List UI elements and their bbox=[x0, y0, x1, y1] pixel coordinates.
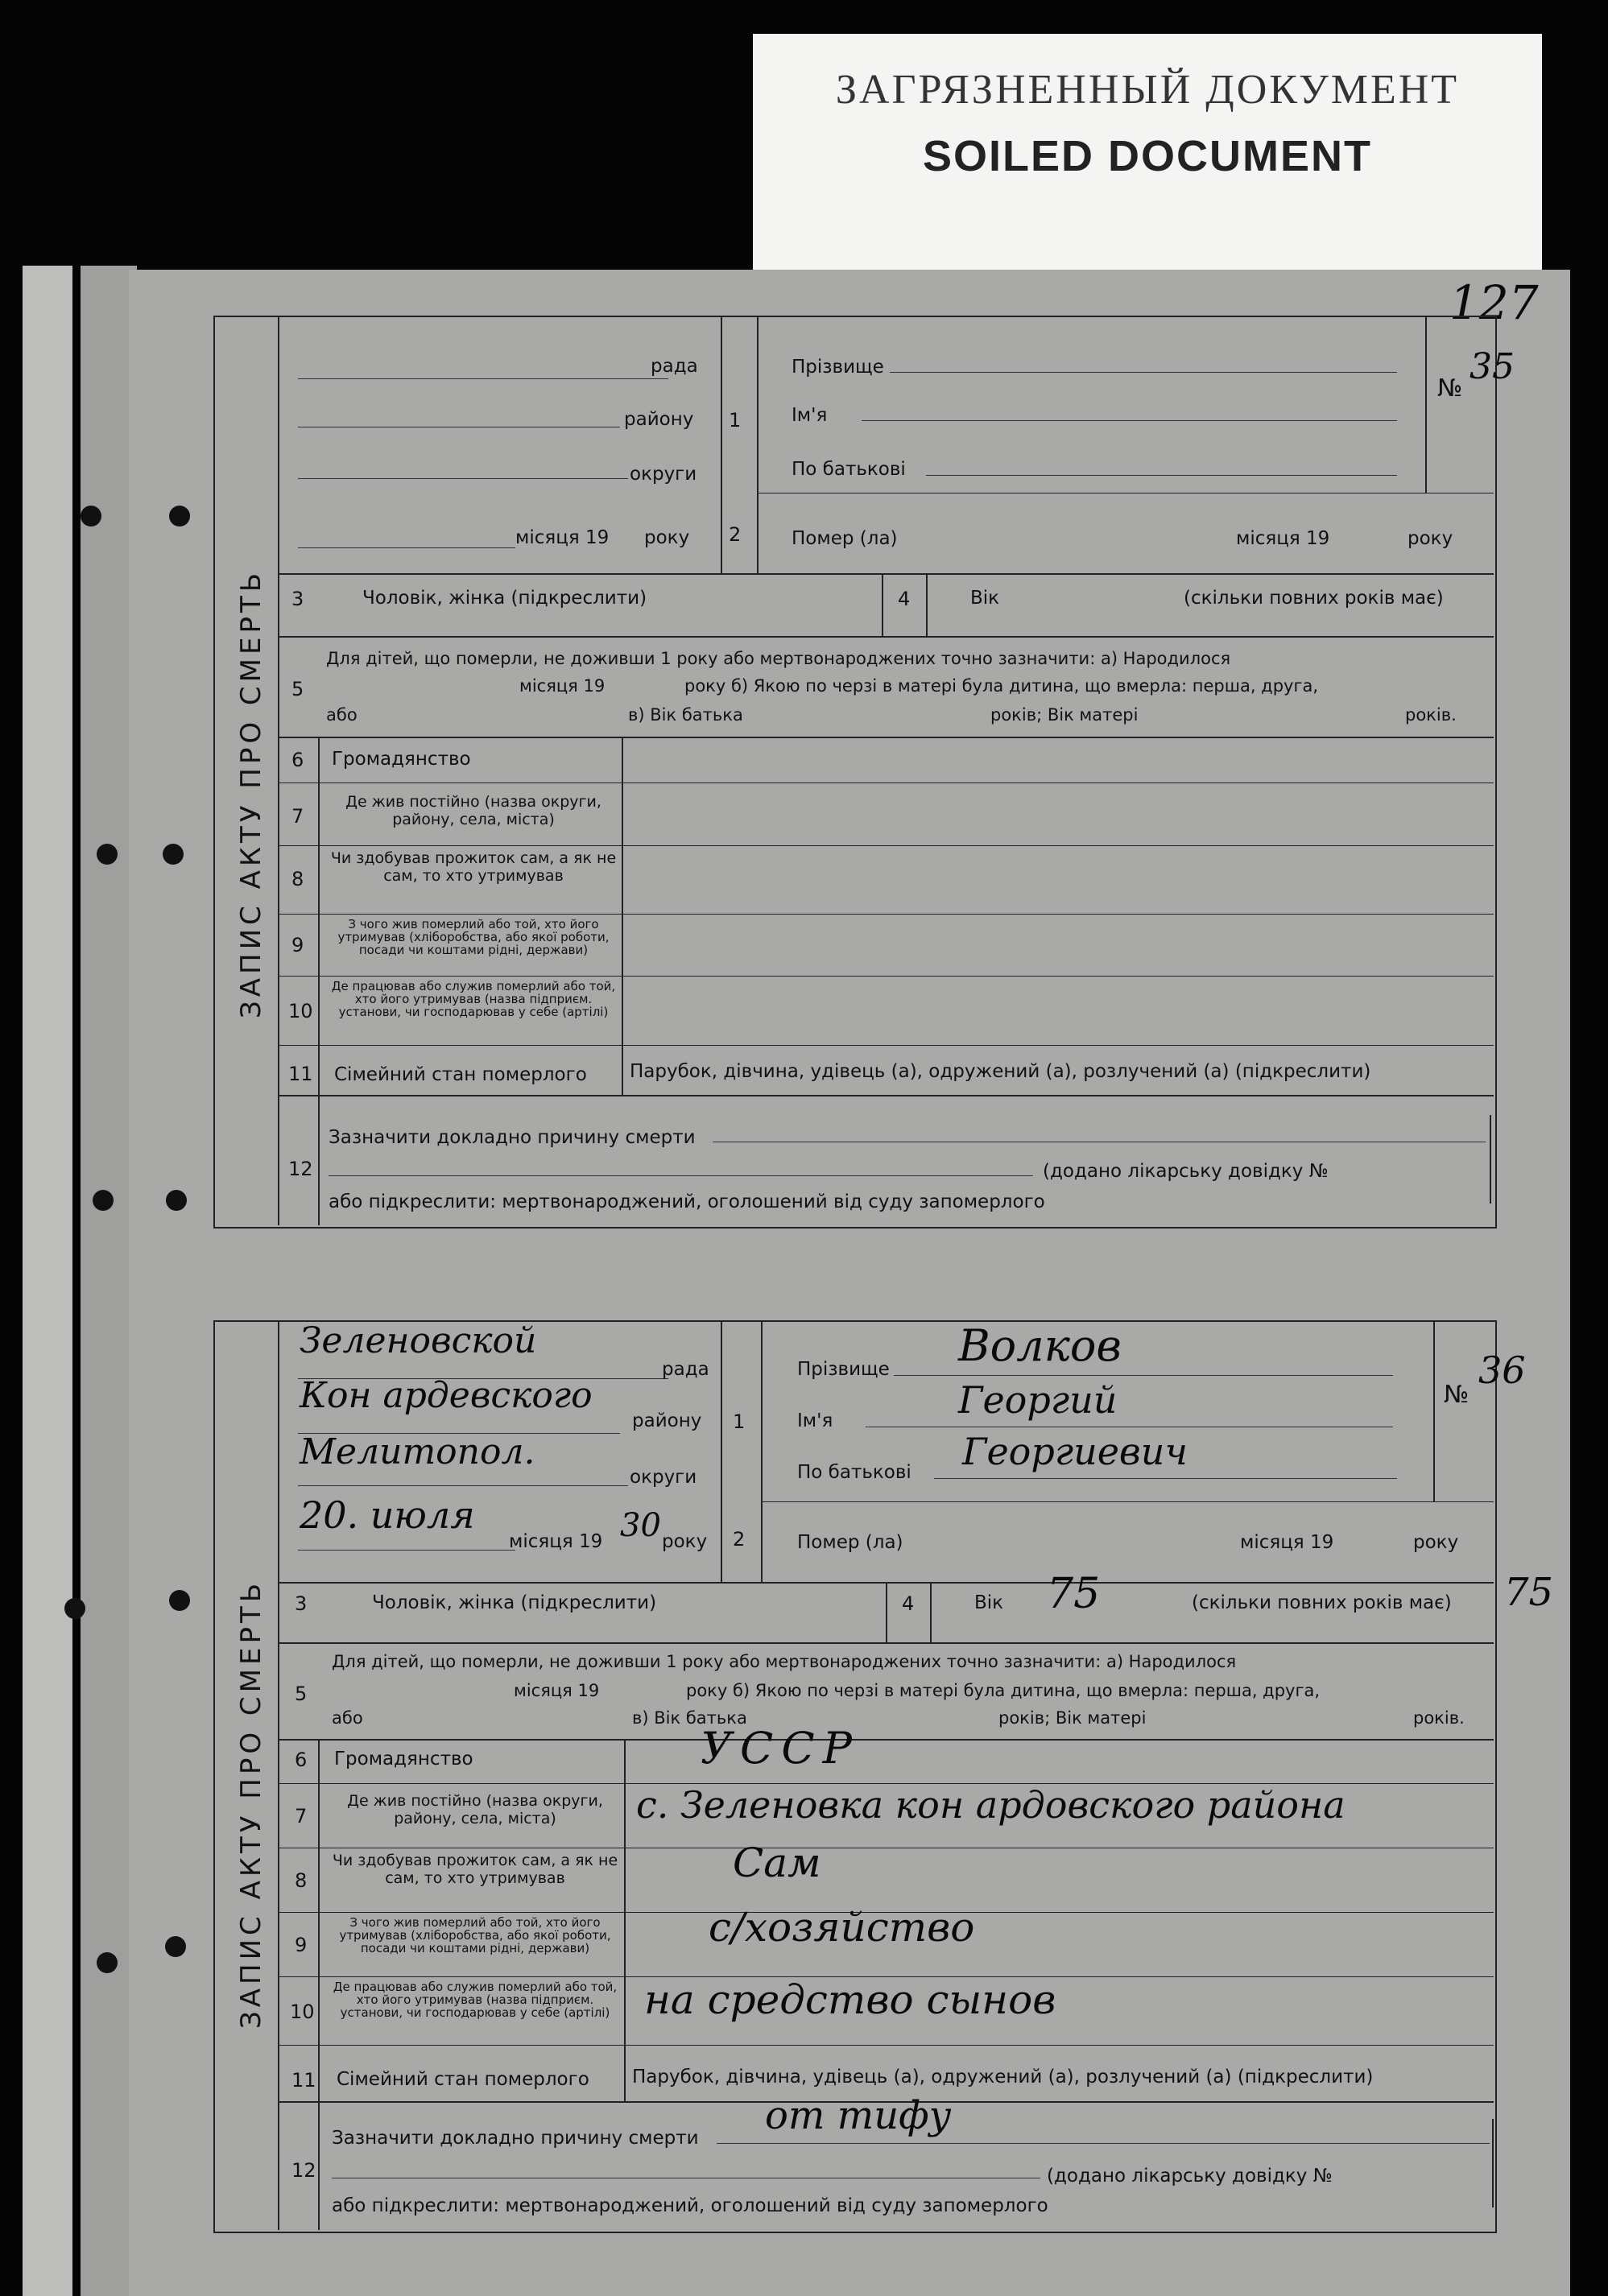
children-mother-age: років; Вік матері bbox=[990, 705, 1139, 725]
binding-hole bbox=[166, 1190, 187, 1211]
divider bbox=[1433, 1320, 1435, 1501]
patronymic-label: По батькові bbox=[792, 459, 906, 480]
age-note: (скільки повних років має) bbox=[1184, 588, 1444, 609]
divider bbox=[318, 2101, 320, 2230]
marital-options: Парубок, дівчина, удівець (а), одружений (а), розлучений (а) (підкреслити) bbox=[632, 2067, 1374, 2087]
binding-hole bbox=[93, 1190, 114, 1211]
rayon-label: району bbox=[632, 1410, 702, 1431]
divider bbox=[886, 1582, 887, 1642]
divider bbox=[622, 737, 623, 1095]
surname-line bbox=[890, 372, 1397, 373]
citizenship-label: Громадянство bbox=[332, 749, 471, 770]
divider bbox=[930, 1582, 932, 1642]
cause-alt: або підкреслити: мертвонароджений, оголошений від суду запомерлого bbox=[329, 1191, 1045, 1212]
children-father-age: в) Вік батька bbox=[628, 705, 743, 725]
rada-label: рада bbox=[651, 356, 698, 377]
divider bbox=[278, 573, 1494, 575]
row-number: 12 bbox=[288, 1158, 313, 1180]
children-order: року б) Якою по черзі в матері була дитина, що вмерла: перша, друга, bbox=[684, 676, 1319, 696]
divider bbox=[278, 636, 1494, 638]
row-number: 10 bbox=[290, 2001, 315, 2023]
age-label: Вік bbox=[970, 588, 1000, 609]
record-side-title: ЗАПИС АКТУ ПРО СМЕРТЬ bbox=[235, 568, 267, 1018]
row-number: 5 bbox=[295, 1683, 308, 1705]
handwritten-age: 75 bbox=[1047, 1570, 1101, 1618]
work-label: Де працював або служив померлий або той, хто його утримував (назва підприєм. установи, чи господарював у себе (артілі) bbox=[331, 979, 616, 1019]
divider bbox=[926, 573, 928, 636]
handwritten-age-margin: 75 bbox=[1504, 1570, 1554, 1615]
binding-hole bbox=[165, 1936, 186, 1957]
children-or: або bbox=[326, 705, 358, 725]
name-line bbox=[862, 420, 1397, 421]
label-russian: ЗАГРЯЗНЕННЫЙ ДОКУМЕНТ bbox=[835, 67, 1460, 113]
row-number: 1 bbox=[729, 409, 742, 432]
divider bbox=[1490, 1115, 1491, 1204]
record-number: 36 bbox=[1478, 1348, 1526, 1392]
patronymic-line bbox=[926, 475, 1397, 476]
divider bbox=[761, 1320, 763, 1582]
binding-hole bbox=[81, 506, 101, 527]
name-label: Ім'я bbox=[797, 1410, 833, 1431]
residence-label: Де жив постійно (назва округи, району, села, міста) bbox=[347, 1792, 603, 1827]
children-order: року б) Якою по черзі в матері була дитина, що вмерла: перша, друга, bbox=[686, 1681, 1321, 1700]
row-number: 6 bbox=[291, 749, 304, 771]
children-mother-age: років; Вік матері bbox=[998, 1708, 1147, 1728]
row-number: 4 bbox=[898, 588, 911, 610]
patronymic-line bbox=[934, 1478, 1397, 1479]
binding-hole bbox=[64, 1598, 85, 1619]
rada-line bbox=[298, 378, 668, 379]
divider bbox=[721, 316, 722, 573]
date-line bbox=[298, 1550, 515, 1551]
handwritten-rada: Зеленовской bbox=[300, 1320, 537, 1361]
divider bbox=[278, 737, 1494, 738]
name-label: Ім'я bbox=[792, 405, 828, 426]
row-number: 12 bbox=[291, 2159, 316, 2182]
divider bbox=[278, 316, 279, 1225]
cause-label: Зазначити докладно причину смерти bbox=[332, 2128, 699, 2149]
handwritten-date: 20. июля bbox=[300, 1493, 475, 1537]
numero-label: № bbox=[1444, 1381, 1470, 1409]
binding-hole bbox=[169, 1590, 190, 1611]
children-years: років. bbox=[1405, 705, 1457, 725]
livelihood-label: Чи здобував прожиток сам, а як не сам, то хто утримував bbox=[330, 849, 617, 885]
cause-line bbox=[717, 2143, 1490, 2144]
source-label: З чого жив померлий або той, хто його утримував (хліборобства, або якої роботи, посади чи коштами рідні, держави) bbox=[337, 917, 610, 957]
row-number: 3 bbox=[295, 1592, 308, 1615]
handwritten-patronymic: Георгиевич bbox=[962, 1430, 1188, 1473]
okrug-label: округи bbox=[630, 464, 697, 485]
cause-alt: або підкреслити: мертвонароджений, оголошений від суду запомерлого bbox=[332, 2195, 1048, 2216]
divider bbox=[757, 316, 759, 573]
handwritten-name: Георгий bbox=[958, 1378, 1118, 1422]
binding-hole bbox=[163, 844, 184, 865]
binding-hole bbox=[97, 1952, 118, 1973]
children-month: місяця 19 bbox=[514, 1681, 600, 1700]
record-number: 35 bbox=[1470, 346, 1515, 387]
record-frame bbox=[213, 316, 1497, 1229]
death-month-label: місяця 19 bbox=[1236, 528, 1330, 549]
death-year-label: року bbox=[1413, 1532, 1459, 1553]
handwritten-rayon: Кон ардевского bbox=[300, 1375, 593, 1416]
cause-note: (додано лікарську довідку № bbox=[1047, 2166, 1333, 2187]
numero-label: № bbox=[1437, 374, 1463, 403]
divider bbox=[278, 845, 1494, 846]
row-number: 3 bbox=[291, 588, 304, 610]
record-side-title: ЗАПИС АКТУ ПРО СМЕРТЬ bbox=[235, 1579, 267, 2029]
sex-label: Чоловік, жінка (підкреслити) bbox=[362, 588, 647, 609]
row-number: 8 bbox=[295, 1869, 308, 1892]
date-month-label: місяця 19 bbox=[509, 1531, 603, 1552]
marital-options: Парубок, дівчина, удівець (а), одружений (а), розлучений (а) (підкреслити) bbox=[630, 1061, 1371, 1082]
citizenship-label: Громадянство bbox=[334, 1749, 473, 1769]
handwritten-residence: с. Зеленовка кон ардовского района bbox=[636, 1783, 1346, 1827]
age-note: (скільки повних років має) bbox=[1192, 1592, 1452, 1613]
divider bbox=[278, 976, 1494, 977]
rayon-label: району bbox=[624, 409, 694, 430]
divider bbox=[1425, 316, 1427, 493]
divider bbox=[318, 1095, 320, 1225]
handwritten-surname: Волков bbox=[958, 1320, 1122, 1371]
label-english: SOILED DOCUMENT bbox=[922, 132, 1372, 180]
children-text: Для дітей, що померли, не доживши 1 року або мертвонароджених точно зазначити: а) Народилося bbox=[326, 649, 1231, 668]
death-date-label: Помер (ла) bbox=[792, 528, 898, 549]
row-number: 9 bbox=[295, 1934, 308, 1956]
handwritten-source: с/хозяйство bbox=[709, 1904, 975, 1951]
handwritten-okrug: Мелитопол. bbox=[300, 1431, 535, 1472]
divider bbox=[721, 1320, 722, 1582]
children-father-age: в) Вік батька bbox=[632, 1708, 747, 1728]
work-label: Де працював або служив померлий або той, хто його утримував (назва підприєм. установи, чи господарював у себе (артілі) bbox=[333, 1980, 618, 2020]
underlying-page-edge bbox=[23, 266, 72, 2296]
row-number: 11 bbox=[288, 1063, 313, 1085]
divider bbox=[278, 1739, 1494, 1741]
cause-note: (додано лікарську довідку № bbox=[1043, 1161, 1329, 1182]
row-number: 2 bbox=[729, 523, 742, 546]
row-number: 8 bbox=[291, 868, 304, 890]
row-number: 6 bbox=[295, 1749, 308, 1771]
livelihood-label: Чи здобував прожиток сам, а як не сам, то хто утримував bbox=[332, 1852, 618, 1887]
page-number: 127 bbox=[1449, 275, 1539, 330]
children-month: місяця 19 bbox=[519, 676, 606, 696]
row-number: 2 bbox=[733, 1528, 746, 1551]
divider bbox=[318, 737, 320, 1095]
row-number: 7 bbox=[295, 1805, 308, 1827]
date-month-label: місяця 19 bbox=[515, 527, 610, 548]
surname-label: Прізвище bbox=[792, 357, 884, 378]
soiled-document-label bbox=[753, 34, 1542, 275]
okrug-label: округи bbox=[630, 1467, 697, 1488]
death-date-label: Помер (ла) bbox=[797, 1532, 903, 1553]
okrug-line bbox=[298, 478, 628, 479]
handwritten-year: 30 bbox=[620, 1507, 661, 1544]
binding-hole bbox=[169, 506, 190, 527]
divider bbox=[278, 914, 1494, 915]
divider bbox=[1492, 2119, 1494, 2207]
marital-label: Сімейний стан померлого bbox=[337, 2069, 589, 2090]
age-label: Вік bbox=[974, 1592, 1004, 1613]
okrug-line bbox=[298, 1485, 628, 1486]
cause-line bbox=[329, 1175, 1033, 1176]
divider bbox=[278, 1320, 279, 2230]
patronymic-label: По батькові bbox=[797, 1462, 911, 1483]
divider bbox=[318, 1739, 320, 2101]
marital-label: Сімейний стан померлого bbox=[334, 1064, 587, 1085]
divider bbox=[882, 573, 883, 636]
handwritten-cause: от тифу bbox=[765, 2093, 952, 2138]
divider bbox=[761, 1501, 1494, 1502]
divider bbox=[278, 1045, 1494, 1046]
sex-label: Чоловік, жінка (підкреслити) bbox=[372, 1592, 657, 1613]
death-year-label: року bbox=[1408, 528, 1453, 549]
children-or: або bbox=[332, 1708, 363, 1728]
source-label: З чого жив померлий або той, хто його утримував (хліборобства, або якої роботи, посади чи коштами рідні, держави) bbox=[339, 1915, 611, 1955]
date-year-label: року bbox=[644, 527, 690, 548]
handwritten-work: на средство сынов bbox=[644, 1976, 1056, 2023]
row-number: 10 bbox=[288, 1000, 313, 1022]
row-number: 4 bbox=[902, 1592, 915, 1615]
surname-label: Прізвище bbox=[797, 1359, 890, 1380]
row-number: 11 bbox=[291, 2069, 316, 2092]
row-number: 5 bbox=[291, 678, 304, 700]
surname-line bbox=[894, 1375, 1393, 1376]
rada-label: рада bbox=[662, 1359, 709, 1380]
row-number: 1 bbox=[733, 1410, 746, 1433]
divider bbox=[278, 2045, 1494, 2046]
death-month-label: місяця 19 bbox=[1240, 1532, 1334, 1553]
divider bbox=[278, 1095, 1494, 1096]
cause-label: Зазначити докладно причину смерти bbox=[329, 1127, 696, 1148]
children-years: років. bbox=[1413, 1708, 1465, 1728]
date-line bbox=[298, 547, 515, 548]
divider bbox=[624, 1739, 626, 2101]
residence-label: Де жив постійно (назва округи, району, села, міста) bbox=[345, 793, 601, 828]
date-year-label: року bbox=[662, 1531, 708, 1552]
handwritten-citizenship: УССР bbox=[701, 1723, 860, 1774]
row-number: 9 bbox=[291, 934, 304, 956]
handwritten-livelihood: Сам bbox=[733, 1840, 821, 1886]
divider bbox=[278, 1642, 1494, 1644]
binding-hole bbox=[97, 844, 118, 865]
children-text: Для дітей, що померли, не доживши 1 року або мертвонароджених точно зазначити: а) Народилося bbox=[332, 1652, 1237, 1671]
row-number: 7 bbox=[291, 805, 304, 828]
